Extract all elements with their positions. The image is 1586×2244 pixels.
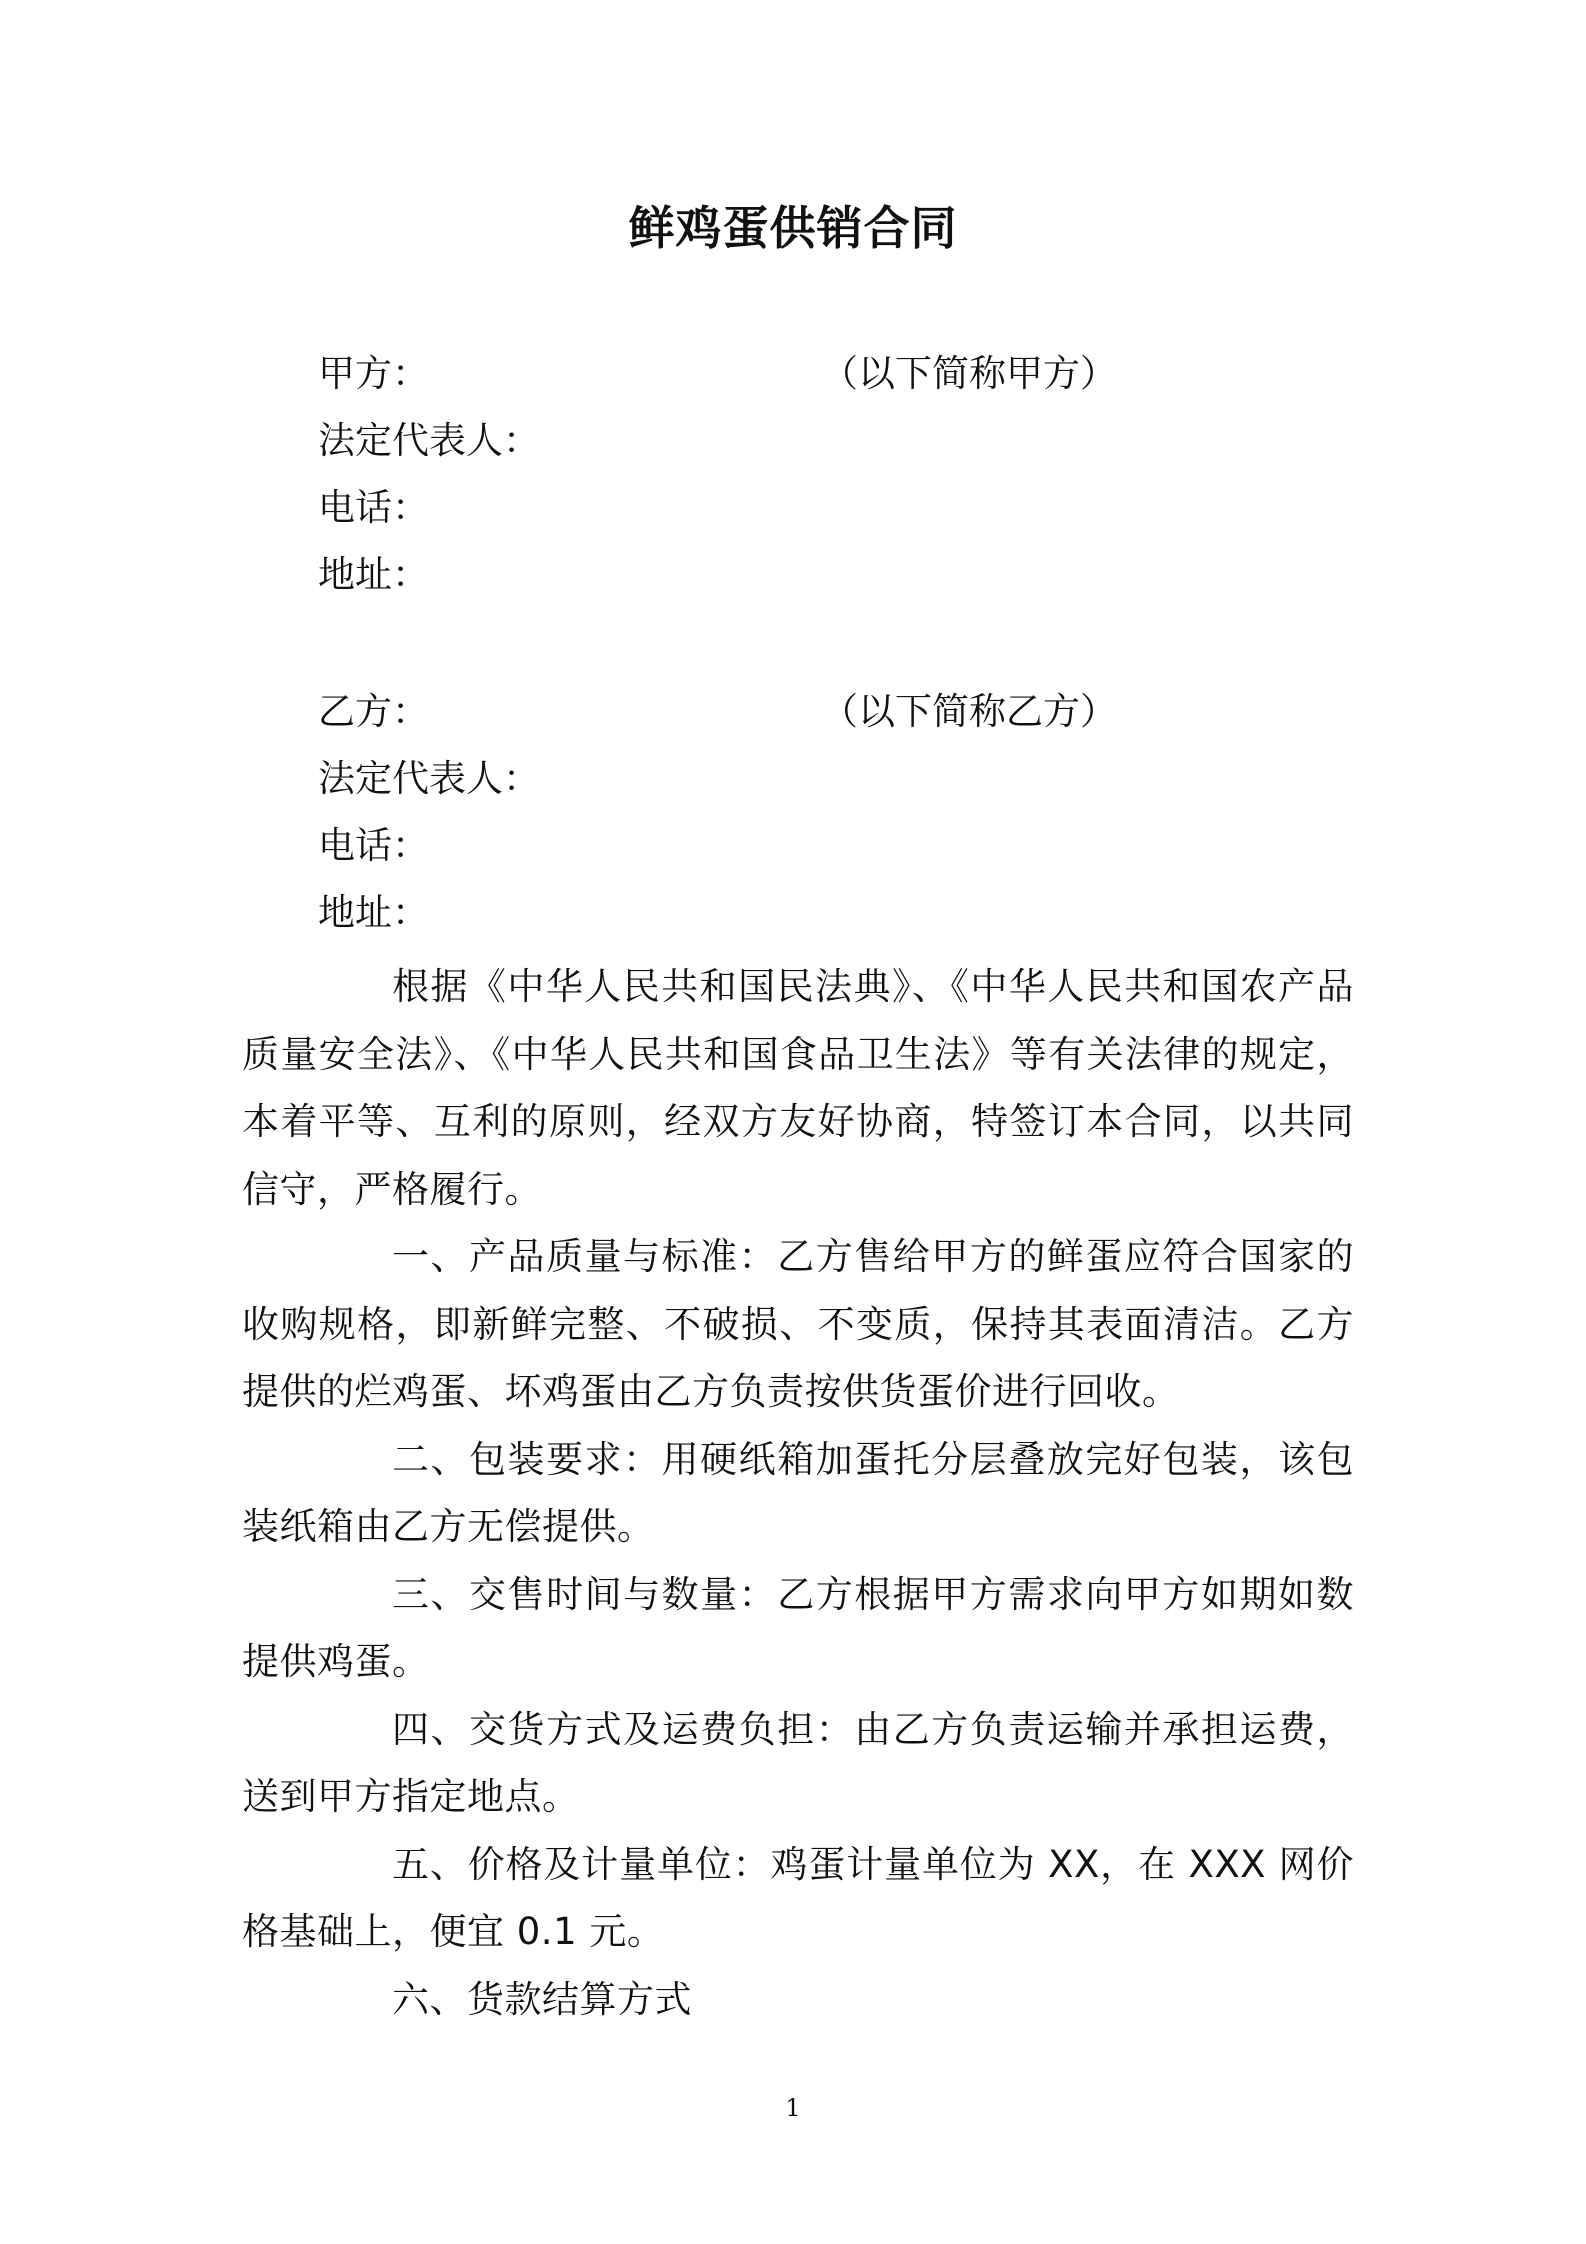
clause-delivery-time: 三、交售时间与数量：乙方根据甲方需求向甲方如期如数提供鸡蛋。	[242, 1572, 1354, 1683]
contract-body	[242, 953, 1354, 2033]
party-a-representative: 法定代表人：	[318, 419, 540, 462]
document-title: 鲜鸡蛋供销合同	[628, 201, 958, 255]
clause-packaging: 二、包装要求：用硬纸箱加蛋托分层叠放完好包装，该包装纸箱由乙方无偿提供。	[242, 1437, 1354, 1548]
party-a-block	[318, 340, 1368, 608]
clause-delivery-method: 四、交货方式及运费负担：由乙方负责运输并承担运费，送到甲方指定地点。	[242, 1707, 1354, 1818]
party-b-address: 地址：	[318, 891, 429, 934]
party-b-block	[318, 678, 1368, 946]
party-b-phone: 电话：	[318, 824, 429, 867]
party-a-phone: 电话：	[318, 486, 429, 529]
preamble-paragraph: 根据《中华人民共和国民法典》、《中华人民共和国农产品质量安全法》、《中华人民共和国食品卫生法》等有关法律的规定，本着平等、互利的原则，经双方友好协商，特签订本合同，以共同信守，严格履行。	[242, 965, 1354, 1211]
clause-settlement: 六、货款结算方式	[392, 1977, 692, 2021]
page-number: 1	[785, 2094, 801, 2122]
party-b-name-line	[318, 678, 1368, 745]
party-b-alias: （以下简称乙方）	[821, 690, 1117, 733]
party-a-name-line	[318, 340, 1368, 407]
clause-price: 五、价格及计量单位：鸡蛋计量单位为 XX，在 XXX 网价格基础上，便宜 0.1 元。	[242, 1842, 1354, 1953]
party-a-address: 地址：	[318, 553, 429, 596]
clause-quality: 一、产品质量与标准：乙方售给甲方的鲜蛋应符合国家的收购规格，即新鲜完整、不破损、不变质，保持其表面清洁。乙方提供的烂鸡蛋、坏鸡蛋由乙方负责按供货蛋价进行回收。	[242, 1235, 1354, 1413]
party-b-name-label: 乙方：	[318, 690, 429, 733]
party-a-alias: （以下简称甲方）	[821, 352, 1117, 395]
party-b-representative: 法定代表人：	[318, 757, 540, 800]
party-a-name-label: 甲方：	[318, 352, 429, 395]
